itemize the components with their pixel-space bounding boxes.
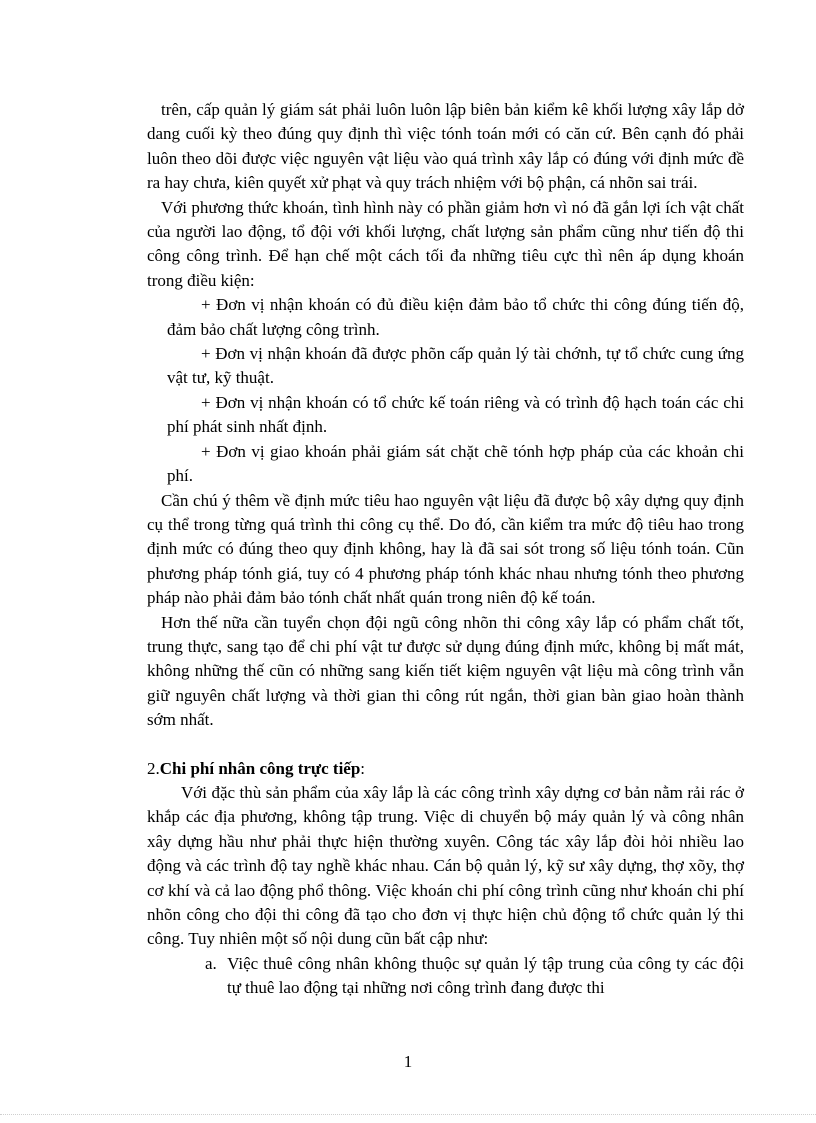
spacer [147, 733, 744, 757]
bullet-item-3: + Đơn vị nhận khoán có tổ chức kế toán riêng và có trình độ hạch toán các chi phí phát sinh nhất định. [167, 392, 744, 437]
page-number: 1 [403, 1052, 413, 1071]
paragraph-1: trên, cấp quản lý giám sát phải luôn luôn lập biên bản kiểm kê khối lượng xây lắp dở dang cuối kỳ theo đúng quy định thì việc tónh toán mới có căn cứ. Bên cạnh đó phải luôn theo dõi được việc nguyên vật liệu vào quá trình xây lắp có đúng với định mức đề ra hay chưa, kiên quyết xử phạt và quy trách nhiệm với bộ phận, cá nhõn sai trái. [147, 100, 744, 193]
page-bottom-divider [0, 1114, 816, 1115]
section-title: Chi phí nhân công trực tiếp [159, 758, 361, 778]
paragraph-4: Hơn thế nữa cần tuyển chọn đội ngũ công nhõn thi công xây lắp có phẩm chất tốt, trung thực, sang tạo để chi phí vật tư được sử dụng đúng định mức, không bị mất mát, không những thế cũn có những sang kiến tiết kiệm nguyên vật liệu mà công trình vẫn giữ nguyên chất lượng và thời gian thi công rút ngắn, thời gian bàn giao hoàn thành sớm nhất. [147, 612, 744, 730]
paragraph-2: Với phương thức khoán, tình hình này có phần giảm hơn vì nó đã gắn lợi ích vật chất của người lao động, tổ đội với khối lượng, chất lượng sản phẩm cũng như tiến độ thi công công trình. Để hạn chế một cách tối đa những tiêu cực thì nên áp dụng khoán trong điều kiện: [147, 197, 744, 290]
section-paragraph-1: Với đặc thù sản phẩm của xây lắp là các công trình xây dựng cơ bản nằm rải rác ở khắp các địa phương, không tập trung. Việc di chuyển bộ máy quản lý và công nhân xây dựng hầu như phải thực hiện thường xuyên. Công tác xây lắp đòi hỏi nhiều lao động và các trình độ tay nghề khác nhau. Cán bộ quản lý, kỹ sư xây dựng, thợ xõy, thợ cơ khí và cả lao động phổ thông. Việc khoán chi phí công trình cũng như khoán chi phí nhõn công cho đội thi công đã tạo cho đơn vị thực hiện chủ động tổ chức quản lý thi công. Tuy nhiên một số nội dung cũn bất cập như: [147, 782, 744, 949]
list-item-a: a. Việc thuê công nhân không thuộc sự quản lý tập trung của công ty các đội tự thuê lao động tại những nơi công trình đang được thi [205, 953, 744, 998]
page-body [147, 98, 744, 1001]
section-title-colon: : [360, 758, 366, 778]
section-number: 2. [147, 758, 160, 778]
section-heading [147, 757, 744, 781]
bullet-item-2: + Đơn vị nhận khoán đã được phõn cấp quản lý tài chớnh, tự tổ chức cung ứng vật tư, kỹ thuật. [167, 344, 744, 388]
bullet-item-4: + Đơn vị giao khoán phải giám sát chặt chẽ tónh hợp pháp của các khoản chi phí. [167, 441, 744, 486]
paragraph-3: Cần chú ý thêm về định mức tiêu hao nguyên vật liệu đã được bộ xây dựng quy định cụ thể trong từng quá trình thi công cụ thể. Do đó, cần kiểm tra mức độ tiêu hao trong định mức có đúng theo quy định không, hay là đã sai sót trong số liệu tónh toán. Cũn phương pháp tónh giá, tuy có 4 phương pháp tónh khác nhau nhưng tónh theo phương pháp nào phải đảm bảo tónh chất nhất quán trong niên độ kế toán. [147, 490, 744, 608]
bullet-item-1: + Đơn vị nhận khoán có đủ điều kiện đảm bảo tổ chức thi công đúng tiến độ, đảm bảo chất lượng công trình. [167, 295, 744, 339]
